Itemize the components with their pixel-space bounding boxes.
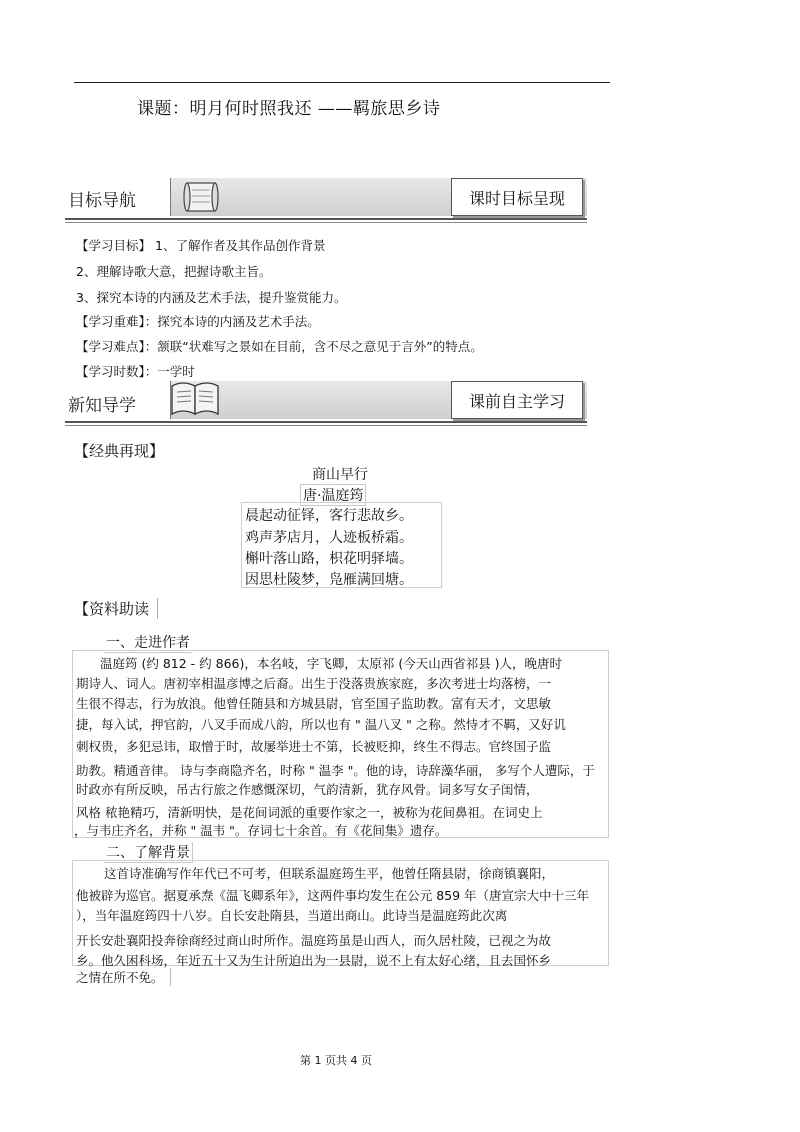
poem-author: 唐·温庭筠 [300, 484, 366, 506]
objective-line-1 [76, 236, 325, 254]
author-line: 风格 秾艳精巧，清新明快，是花间词派的重要作家之一，被称为花间鼻祖。在词史上 [76, 805, 543, 820]
objective-label: 【学习目标】 [76, 238, 152, 253]
scroll-icon [182, 180, 220, 214]
difficulty-line [76, 337, 483, 355]
background-line: ），当年温庭筠四十八岁。自长安赴隋县，当道出商山。此诗当是温庭筠此次离 [76, 908, 508, 923]
background-line: 他被辟为巡官。据夏承焘《温飞卿系年》，这两件事均发生在公元 859 年（唐宣宗大中十三年 [76, 888, 590, 903]
author-line: 生很不得志，行为放浪。他曾任随县和方城县尉，官至国子监助教。富有天才，文思敏 [76, 696, 552, 711]
classic-heading: 【经典再现】 [74, 442, 165, 460]
poem-title: 商山早行 [312, 467, 368, 483]
author-heading: 一、走进作者 [104, 632, 192, 653]
objective-line-3: 3、探究本诗的内涵及艺术手法，提升鉴赏能力。 [76, 290, 347, 305]
section-title-new: 新知导学 [68, 396, 136, 416]
materials-heading [74, 598, 158, 619]
difficulty-label: 【学习难点】 [76, 339, 145, 354]
class-goal-label: 课时目标呈现 [451, 178, 583, 216]
page-title: 课题：明月何时照我还 ——羁旅思乡诗 [137, 99, 441, 119]
poem-line: 晨起动征铎，客行悲故乡。 [245, 508, 413, 524]
poem-line: 槲叶落山路，枳花明驿墙。 [245, 551, 413, 567]
author-line: ，与韦庄齐名，并称 " 温韦 "。存词七十余首。有《花间集》遗存。 [74, 823, 448, 838]
poem-line: 因思杜陵梦，凫雁满回塘。 [245, 572, 413, 588]
author-line: 温庭筠 (约 812 - 约 866)，本名岐，字飞卿，太原祁 (今天山西省祁县 )人，晚唐时 [100, 656, 563, 671]
book-icon [168, 378, 222, 418]
focus-label: 【学习重难】 [76, 314, 145, 329]
background-line: 之情在所不免。 [76, 968, 171, 986]
difficulty-text: ：颔联“状难写之景如在目前，含不尽之意见于言外”的特点。 [144, 339, 483, 354]
hours-text: ：一学时 [144, 364, 195, 379]
hours-label: 【学习时数】 [76, 364, 145, 379]
background-line: 开长安赴襄阳投奔徐商经过商山时所作。温庭筠虽是山西人，而久居杜陵，已视之为故 [76, 933, 552, 948]
author-line: 助教。精通音律。 诗与李商隐齐名，时称 " 温李 "。他的诗，诗辞藻华丽， 多写个人遭际，于 [76, 763, 595, 778]
section-title-goal: 目标导航 [68, 191, 136, 211]
materials-heading-text: 【资料助读 [74, 600, 150, 618]
background-line: 这首诗准确写作年代已不可考，但联系温庭筠生平，他曾任隋县尉，徐商镇襄阳， [104, 866, 555, 881]
author-line: 刺权贵，多犯忌讳，取憎于时，故屡举进士不第，长被贬抑，终生不得志。官终国子监 [76, 739, 552, 754]
objective-line-2: 2、理解诗歌大意，把握诗歌主旨。 [76, 264, 272, 279]
author-line: 捷，每入试，押官韵，八叉手而成八韵，所以也有 " 温八叉 " 之称。然恃才不羁，又好讥 [76, 717, 566, 732]
top-rule [74, 82, 610, 83]
objective-text-1: 1、了解作者及其作品创作背景 [151, 238, 326, 253]
focus-text: ：探究本诗的内涵及艺术手法。 [144, 314, 320, 329]
poem-line: 鸡声茅店月，人迹板桥霜。 [245, 530, 413, 546]
background-line: 乡。他久困科场，年近五十又为生计所迫出为一县尉，说不上有太好心绪，且去国怀乡 [76, 953, 552, 968]
author-line: 时政亦有所反映，吊古行旅之作感慨深切，气韵清新，犹存风骨。词多写女子闺情， [76, 782, 539, 797]
page-number: 第 1 页共 4 页 [300, 1054, 372, 1067]
author-line: 期诗人、词人。唐初宰相温彦博之后裔。出生于没落贵族家庭，多次考进士均落榜，一 [76, 676, 552, 691]
background-heading: 二、了解背景 [104, 842, 193, 863]
focus-line [76, 312, 320, 330]
pre-class-label: 课前自主学习 [451, 381, 583, 419]
